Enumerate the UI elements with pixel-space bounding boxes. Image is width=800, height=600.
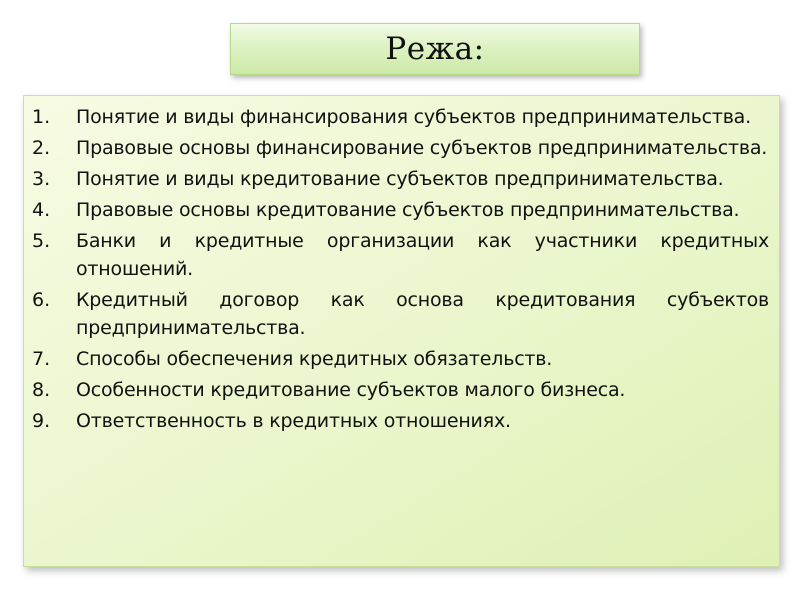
list-item-text: Кредитный договор как основа кредитования субъектов предпринимательства. bbox=[76, 289, 769, 339]
list-item-text: Понятие и виды финансирования субъектов предпринимательства. bbox=[76, 106, 751, 128]
list-item-number: 8. bbox=[32, 379, 51, 401]
list-item-text: Банки и кредитные организации как участники кредитных отношений. bbox=[76, 230, 769, 280]
title-box bbox=[230, 23, 640, 75]
list-item-text: Способы обеспечения кредитных обязательств. bbox=[76, 348, 553, 370]
list-item bbox=[32, 227, 769, 283]
list-item-text: Правовые основы финансирование субъектов предпринимательства. bbox=[76, 137, 768, 159]
list-item bbox=[32, 407, 769, 435]
plan-content-box bbox=[23, 95, 780, 567]
list-item-number: 2. bbox=[32, 137, 51, 159]
list-item bbox=[32, 134, 769, 162]
slide-title: Режа: bbox=[385, 31, 485, 67]
list-item-number: 7. bbox=[32, 348, 51, 370]
list-item-number: 9. bbox=[32, 410, 51, 432]
list-item bbox=[32, 196, 769, 224]
list-item-text: Понятие и виды кредитование субъектов предпринимательства. bbox=[76, 168, 724, 190]
list-item bbox=[32, 345, 769, 373]
list-item-text: Ответственность в кредитных отношениях. bbox=[76, 410, 511, 432]
list-item bbox=[32, 376, 769, 404]
list-item bbox=[32, 165, 769, 193]
list-item-text: Особенности кредитование субъектов малого бизнеса. bbox=[76, 379, 626, 401]
list-item-number: 4. bbox=[32, 199, 51, 221]
list-item bbox=[32, 286, 769, 342]
plan-list bbox=[32, 103, 769, 435]
list-item bbox=[32, 103, 769, 131]
list-item-number: 3. bbox=[32, 168, 51, 190]
list-item-number: 6. bbox=[32, 289, 51, 311]
list-item-number: 5. bbox=[32, 230, 51, 252]
list-item-number: 1. bbox=[32, 106, 51, 128]
list-item-text: Правовые основы кредитование субъектов предпринимательства. bbox=[76, 199, 740, 221]
